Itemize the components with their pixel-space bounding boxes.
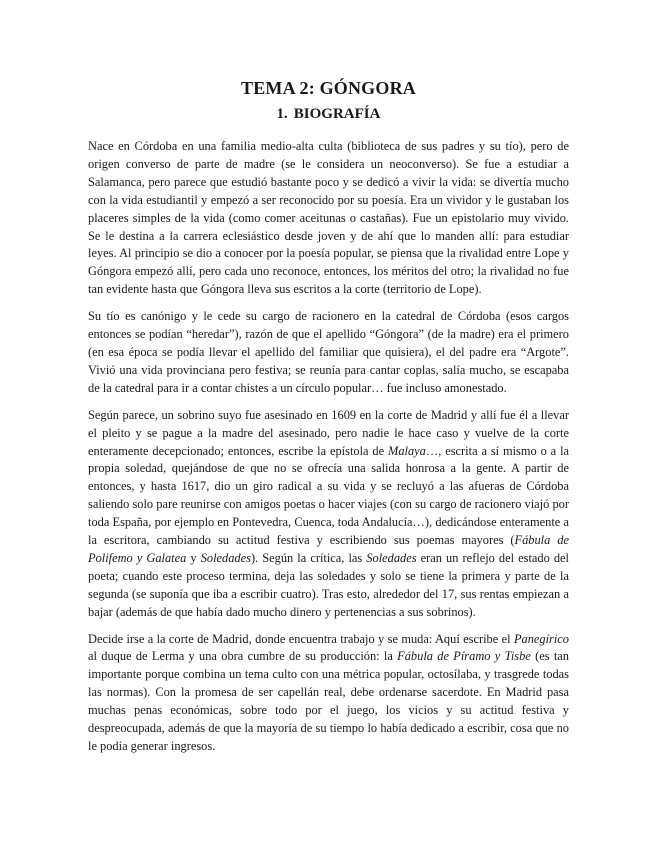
paragraph-3-text: Según parece, un sobrino suyo fue asesinado en 1609 en la corte de Madrid y allí fue él a llevar el pleito y se pague a la madre del asesinado, pero nadie le hace caso y vuelve de la corte enteramente decepcionado; entonces, escribe la epístola de (88, 407, 569, 458)
paragraph-4 (88, 631, 569, 756)
paragraph-1: Nace en Córdoba en una familia medio-alta culta (biblioteca de sus padres y su tío), pero de origen converso de parte de madre (se le considera un neoconverso). Se fue a estudiar a Salamanca, pero parece que estudió bastante poco y se dedicó a vivir la vida: se divertía mucho con la vida estudiantil y empezó a ser reconocido por su poesía. Era un vividor y le gustaban los placeres simples de la vida (como comer aceitunas o castañas). Fue un epistolario muy vivido. Se le destina a la carrera eclesiástico desde joven y de ahí que lo manden allí: para estudiar leyes. Al principio se dio a conocer por la poesía popular, se piensa que la rivalidad entre Lope y Góngora empezó allí, pero cada uno reconoce, entonces, los méritos del otro; la rivalidad no fue tan evidente hasta que Góngora lleva sus escritos a la corte (territorio de Lope). (88, 139, 569, 297)
work-title-panegirico: Panegírico (513, 631, 569, 646)
paragraph-3 (88, 407, 569, 622)
work-title-polifemo: Fábula de Polifemo y Galatea (88, 533, 569, 565)
paragraph-3-text: y (186, 550, 201, 565)
paragraph-3-text: eran un reflejo del estado del poeta; cuando este proceso termina, deja las soledades y solo se tiene la primera y parte de la segunda (se suponía que iba a escribir cuatro). Tras esto, alrededor del 17, sus rentas empiezan a bajar (además de que había dado mucho dinero y pertenencias a sus sobrinos). (88, 550, 569, 619)
paragraph-3-text: ). Según la crítica, las (250, 550, 367, 565)
section-heading (88, 104, 569, 124)
paragraph-4-text: al duque de Lerma y una obra cumbre de su producción: la (88, 649, 398, 664)
paragraph-3-text: …, escrita a sí mismo o a la propia soledad, quejándose de que no se ofrecía una salida honrosa a la gente. A partir de entonces, y hasta 1617, dio un giro radical a su vida y se recluyó a las afueras de Córdoba saliendo solo pare reunirse con amigos poetas o hacer viajes (con su cargo de racionero viajó por toda España, por ejemplo en Pontevedra, Cuenca, toda Andalucía…), dedicándose enteramente a la escritora, cambiando su actitud festiva y escribiendo sus poemas mayores ( (88, 443, 570, 548)
work-title-soledades: Soledades (366, 550, 417, 565)
section-title: BIOGRAFÍA (293, 106, 381, 122)
work-title-malaya: Malaya (388, 443, 426, 458)
paragraph-4-text: Decide irse a la corte de Madrid, donde encuentra trabajo y se muda: Aquí escribe el (88, 631, 514, 646)
document-title: TEMA 2: GÓNGORA (240, 78, 416, 98)
section-number: 1. (276, 106, 288, 122)
work-title-piramo-tisbe: Fábula de Píramo y Tisbe (397, 649, 531, 664)
paragraph-2: Su tío es canónigo y le cede su cargo de racionero en la catedral de Córdoba (esos cargos entonces se podían “heredar”), razón de que el apellido “Góngora” (de la madre) era el primero (en esa época se podía llevar el apellido del familiar que quisiera), el del padre era “Argote”. Vivió una vida provinciana pero festiva; se reunía para cantar coplas, salía mucho, se escapaba de la catedral para ir a contar chistes a un círculo popular… fue incluso amonestado. (88, 309, 569, 395)
work-title-soledades: Soledades (200, 550, 251, 565)
paragraph-4-text: (es tan importante porque combina un tema culto con una métrica popular, octosílaba, y trasgrede todas las normas). Con la promesa de ser capellán real, debe ordenarse sacerdote. En Madrid pasa muchas penas económicas, sobre todo por el juego, los vicios y su actitud festiva y despreocupada, además de que la mayoría de su tiempo lo había dedicado a escribir, cosa que no le podía generar ingresos. (88, 649, 570, 753)
